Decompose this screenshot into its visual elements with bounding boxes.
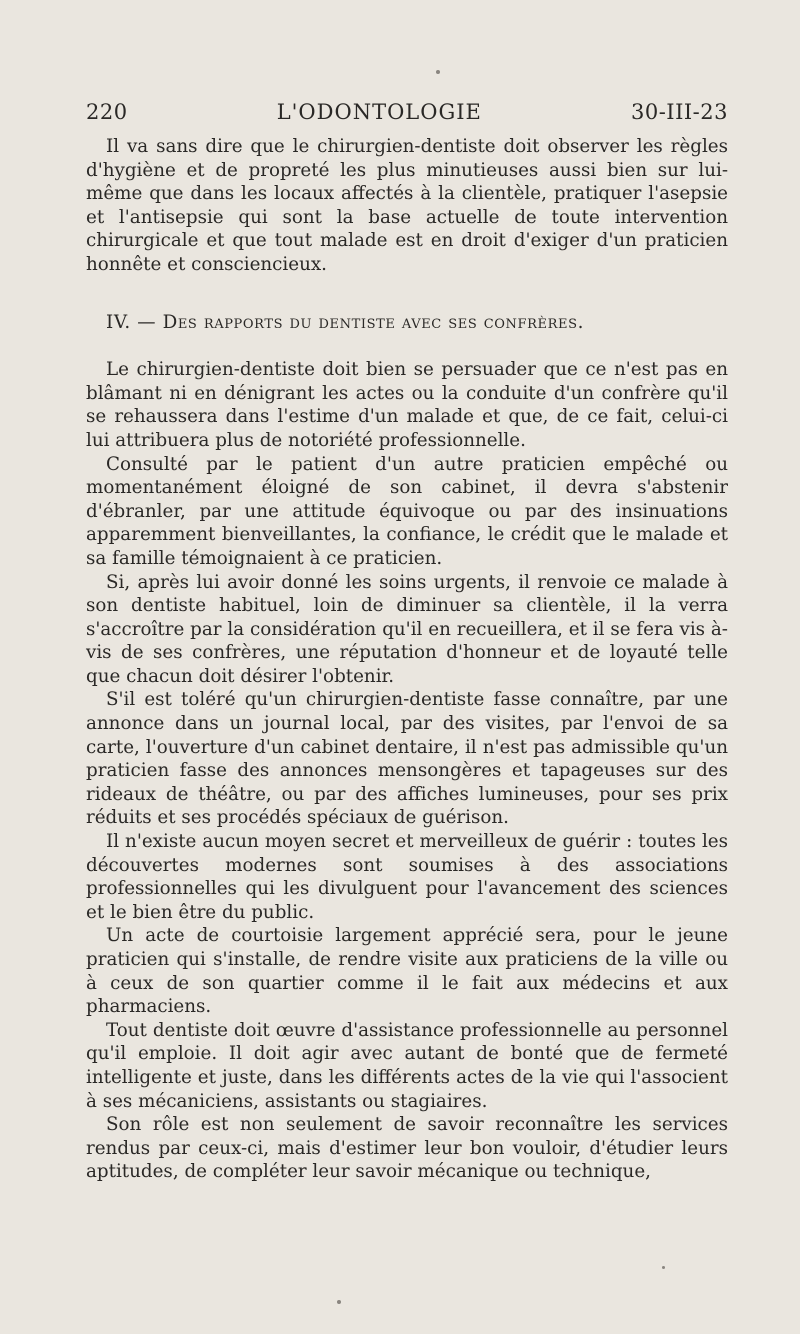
journal-title: L'ODONTOLOGIE [276,100,482,124]
issue-date: 30-III-23 [630,100,728,124]
running-head [86,98,728,126]
paragraph: Un acte de courtoisie largement apprécié sera, pour le jeune praticien qui s'installe, de rendre visite aux praticiens de la ville ou à ceux de son quartier comme il le fait aux médecins et aux pharmaciens. [86,925,728,1018]
paper-speck [337,1300,341,1304]
paragraph: Il va sans dire que le chirurgien-dentiste doit observer les règles d'hygiène et de propreté les plus minutieuses aussi bien sur lui-même que dans les locaux affectés à la clientèle, pratiquer l'asepsie et l'antisepsie qui sont la base actuelle de toute intervention chirurgicale et que tout malade est en droit d'exiger d'un praticien honnête et consciencieux. [86,136,728,275]
paragraph: Si, après lui avoir donné les soins urgents, il renvoie ce malade à son dentiste habituel, loin de diminuer sa clientèle, il la verra s'accroître par la considération qu'il en recueillera, et il se fera vis à-vis de ses confrères, une réputation d'honneur et de loyauté telle que chacun doit désirer l'obtenir. [86,571,728,687]
paragraph: Son rôle est non seulement de savoir reconnaître les services rendus par ceux-ci, mais d'estimer leur bon vouloir, d'étudier leurs aptitudes, de compléter leur savoir mécanique ou technique, [86,1114,728,1183]
section-heading [86,311,728,335]
section-number: IV. — [106,311,157,333]
paragraph: S'il est toléré qu'un chirurgien-dentiste fasse connaître, par une annonce dans un journal local, par des visites, par l'envoi de sa carte, l'ouverture d'un cabinet dentaire, il n'est pas admissible qu'un praticien fasse des annonces mensongères et tapageuses sur des rideaux de théâtre, ou par des affiches lumineuses, pour ses prix réduits et ses procédés spéciaux de guérison. [86,689,728,829]
paragraph: Il n'existe aucun moyen secret et merveilleux de guérir : toutes les découvertes modernes sont soumises à des associations professionnelles qui les divulguent pour l'avancement des sciences et le bien être du public. [86,831,728,923]
paragraph: Consulté par le patient d'un autre praticien empêché ou momentanément éloigné de son cabinet, il devra s'abstenir d'ébranler, par une attitude équivoque ou par des insinuations apparemment bienveillantes, la confiance, le crédit que le malade et sa famille témoignaient à ce praticien. [86,453,728,569]
section-title: Des rapports du dentiste avec ses confrères. [162,311,585,333]
paragraph: Tout dentiste doit œuvre d'assistance professionnelle au personnel qu'il emploie. Il doit agir avec autant de bonté que de fermeté intelligente et juste, dans les différents actes de la vie qui l'associent à ses mécaniciens, assistants ou stagiaires. [86,1019,728,1112]
page-number: 220 [86,100,128,124]
paper-speck [436,70,440,74]
paragraph: Le chirurgien-dentiste doit bien se persuader que ce n'est pas en blâmant ni en dénigrant les actes ou la conduite d'un confrère qu'il se rehaussera dans l'estime d'un malade et que, de ce fait, celui-ci lui attribuera plus de notoriété professionnelle. [86,359,728,451]
body-text [86,135,728,1184]
paper-speck [662,1266,665,1269]
